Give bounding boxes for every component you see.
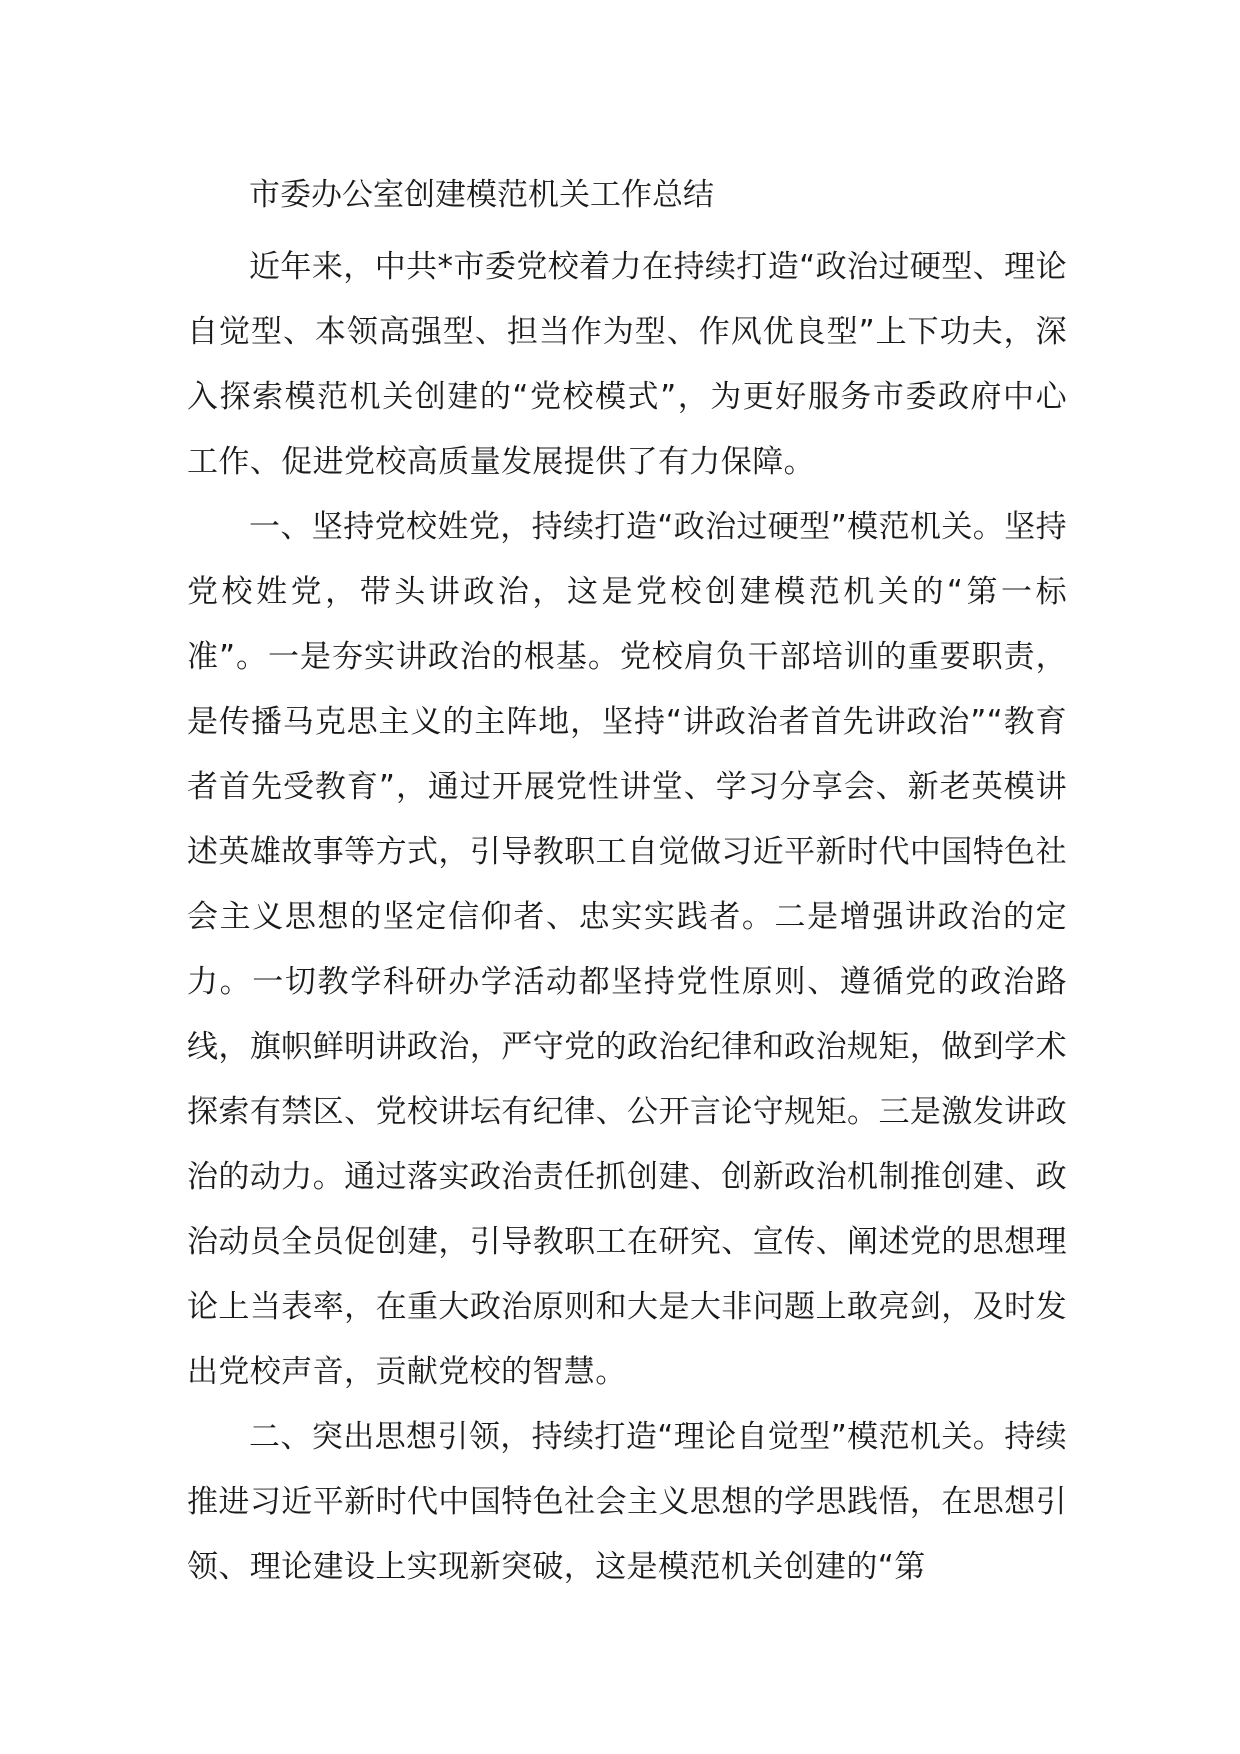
paragraph-section-two: 二、突出思想引领，持续打造“理论自觉型”模范机关。持续推进习近平新时代中国特色社会主义思想的学思践悟，在思想引领、理论建设上实现新突破，这是模范机关创建的“第: [187, 1419, 1067, 1585]
document-title: 市委办公室创建模范机关工作总结: [249, 177, 714, 213]
paragraph-section-one: 一、坚持党校姓党，持续打造“政治过硬型”模范机关。坚持党校姓党，带头讲政治，这是党校创建模范机关的“第一标准”。一是夯实讲政治的根基。党校肩负干部培训的重要职责，是传播马克思主义的主阵地，坚持“讲政治者首先讲政治”“教育者首先受教育”，通过开展党性讲堂、学习分享会、新老英模讲述英雄故事等方式，引导教职工自觉做习近平新时代中国特色社会主义思想的坚定信仰者、忠实实践者。二是增强讲政治的定力。一切教学科研办学活动都坚持党性原则、遵循党的政治路线，旗帜鲜明讲政治，严守党的政治纪律和政治规矩，做到学术探索有禁区、党校讲坛有纪律、公开言论守规矩。三是激发讲政治的动力。通过落实政治责任抓创建、创新政治机制推创建、政治动员全员促创建，引导教职工在研究、宣传、阐述党的思想理论上当表率，在重大政治原则和大是大非问题上敢亮剑，及时发出党校声音，贡献党校的智慧。: [187, 509, 1067, 1390]
document-body: [187, 170, 1067, 1600]
paragraph-intro: 近年来，中共*市委党校着力在持续打造“政治过硬型、理论自觉型、本领高强型、担当作为型、作风优良型”上下功夫，深入探索模范机关创建的“党校模式”，为更好服务市委政府中心工作、促进党校高质量发展提供了有力保障。: [187, 249, 1067, 480]
